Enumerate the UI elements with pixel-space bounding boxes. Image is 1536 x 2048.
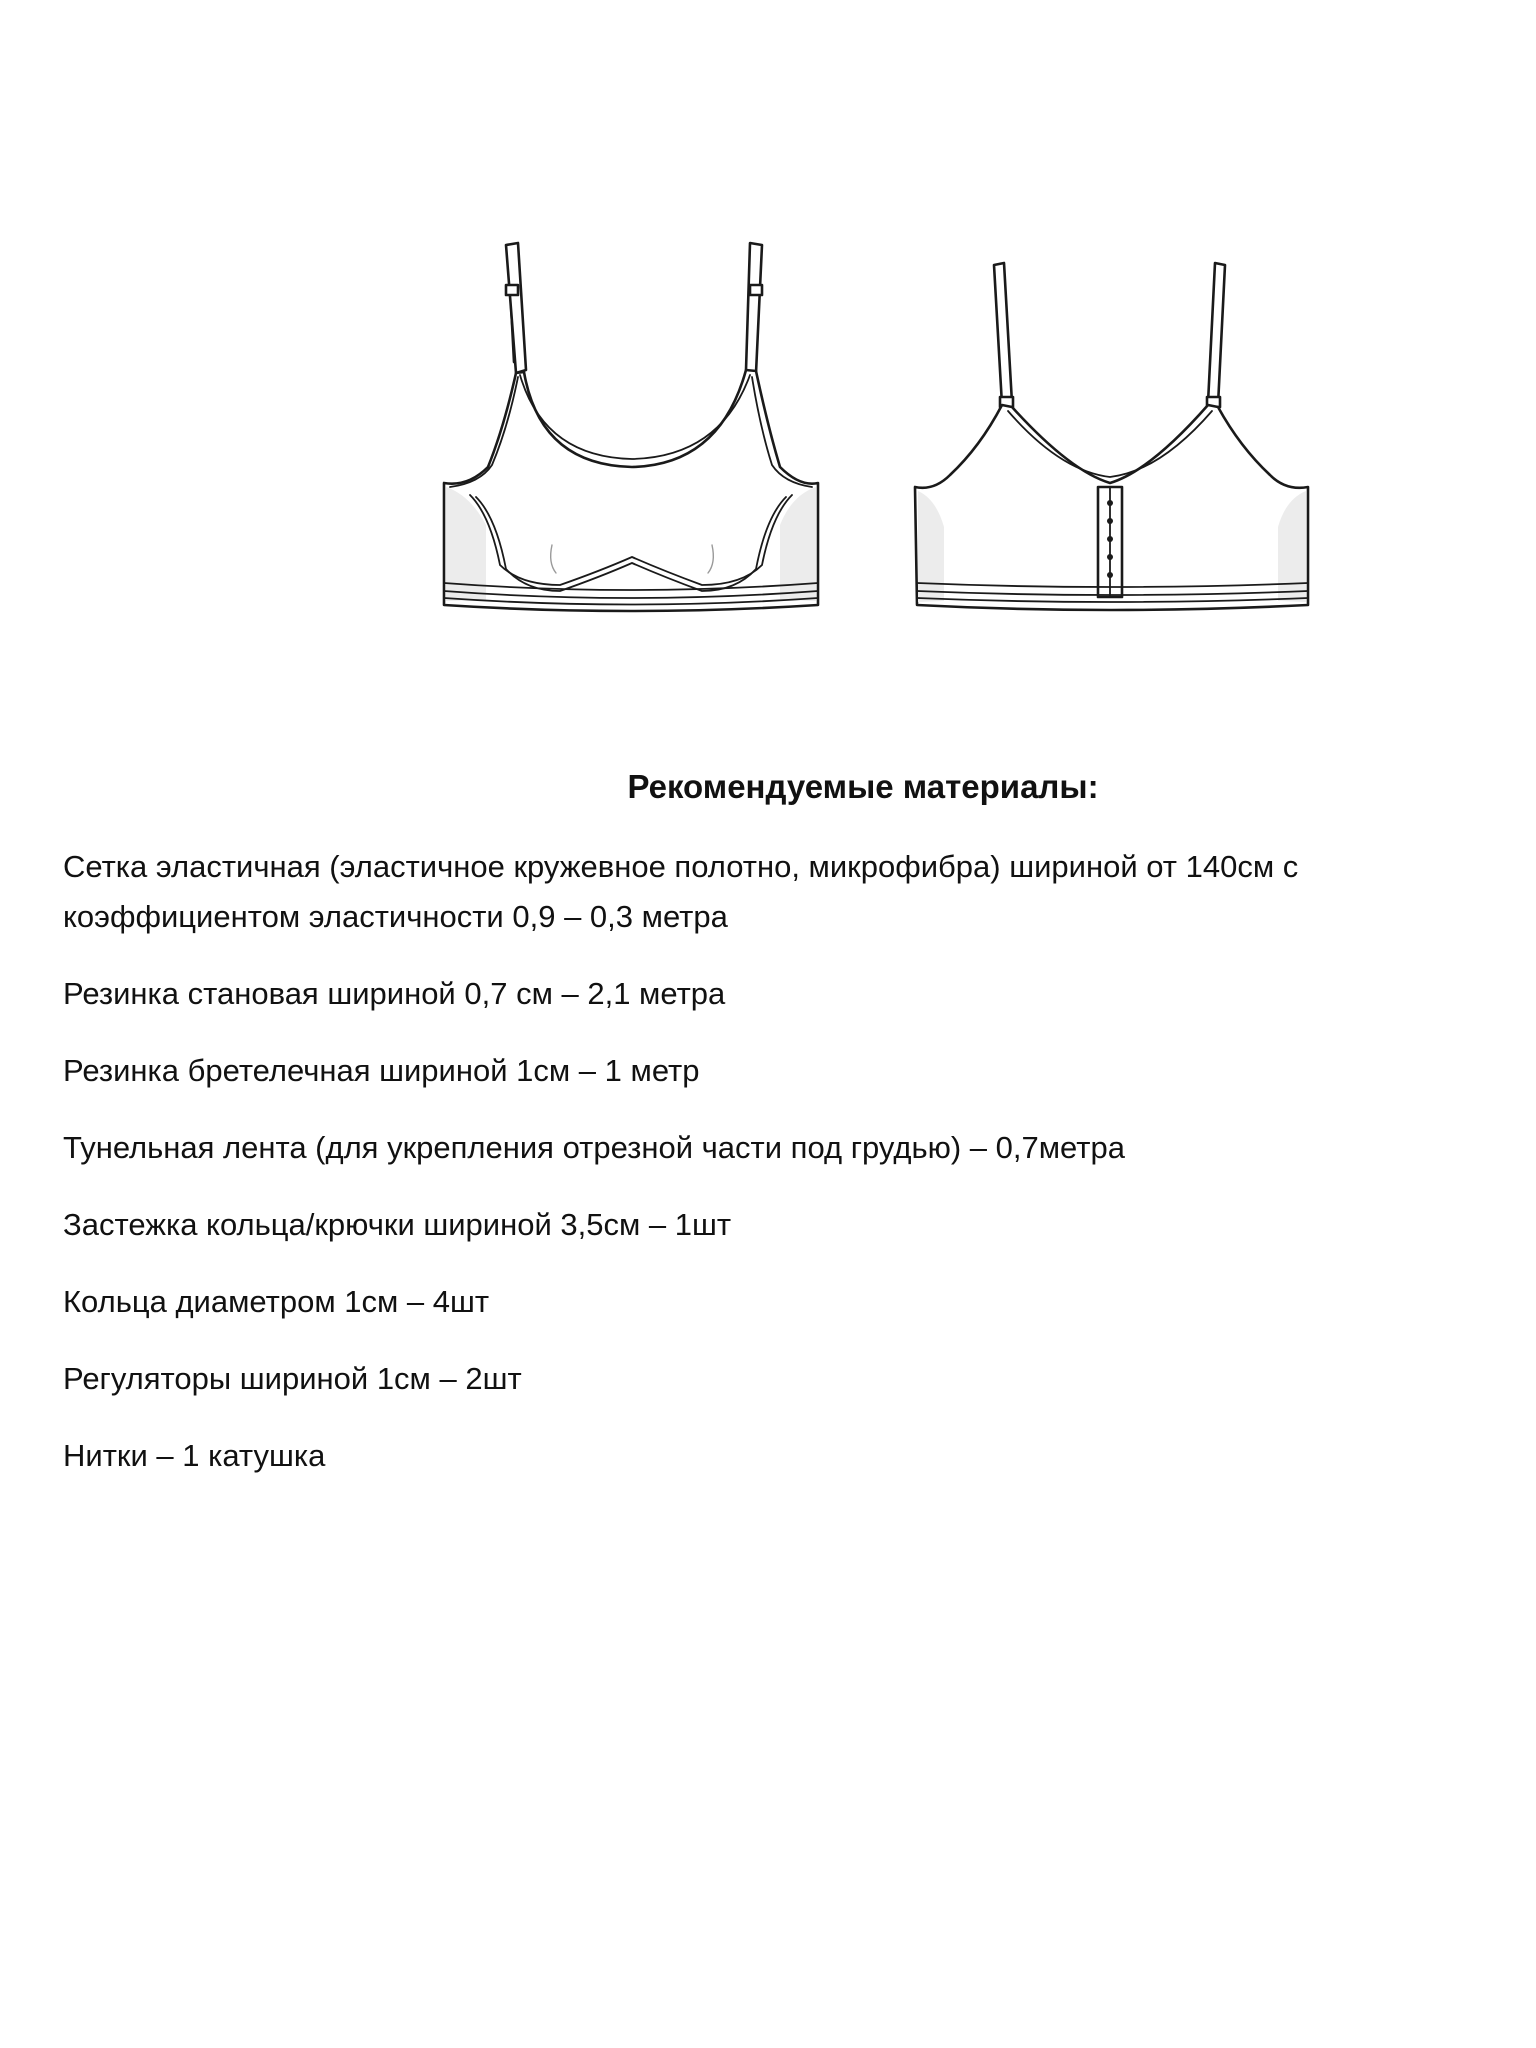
materials-heading: Рекомендуемые материалы:	[627, 768, 1099, 805]
bra-front-sketch	[444, 243, 818, 611]
list-item: Нитки – 1 катушка	[63, 1438, 326, 1473]
list-item: Застежка кольца/крючки шириной 3,5см – 1шт	[63, 1207, 732, 1242]
list-item: Резинка бретелечная шириной 1см – 1 метр	[63, 1053, 700, 1088]
list-item: Резинка становая шириной 0,7 см – 2,1 метра	[63, 976, 726, 1011]
materials-list	[63, 842, 1483, 1508]
bra-back-sketch	[915, 263, 1308, 610]
technical-sketch	[420, 165, 1370, 655]
list-item: Регуляторы шириной 1см – 2шт	[63, 1361, 522, 1396]
list-item: Тунельная лента (для укрепления отрезной части под грудью) – 0,7метра	[63, 1130, 1125, 1165]
list-item: Кольца диаметром 1см – 4шт	[63, 1284, 490, 1319]
list-item: Сетка эластичная (эластичное кружевное полотно, микрофибра) шириной от 140см с коэффициентом эластичности 0,9 – 0,3 метра	[63, 849, 1299, 934]
